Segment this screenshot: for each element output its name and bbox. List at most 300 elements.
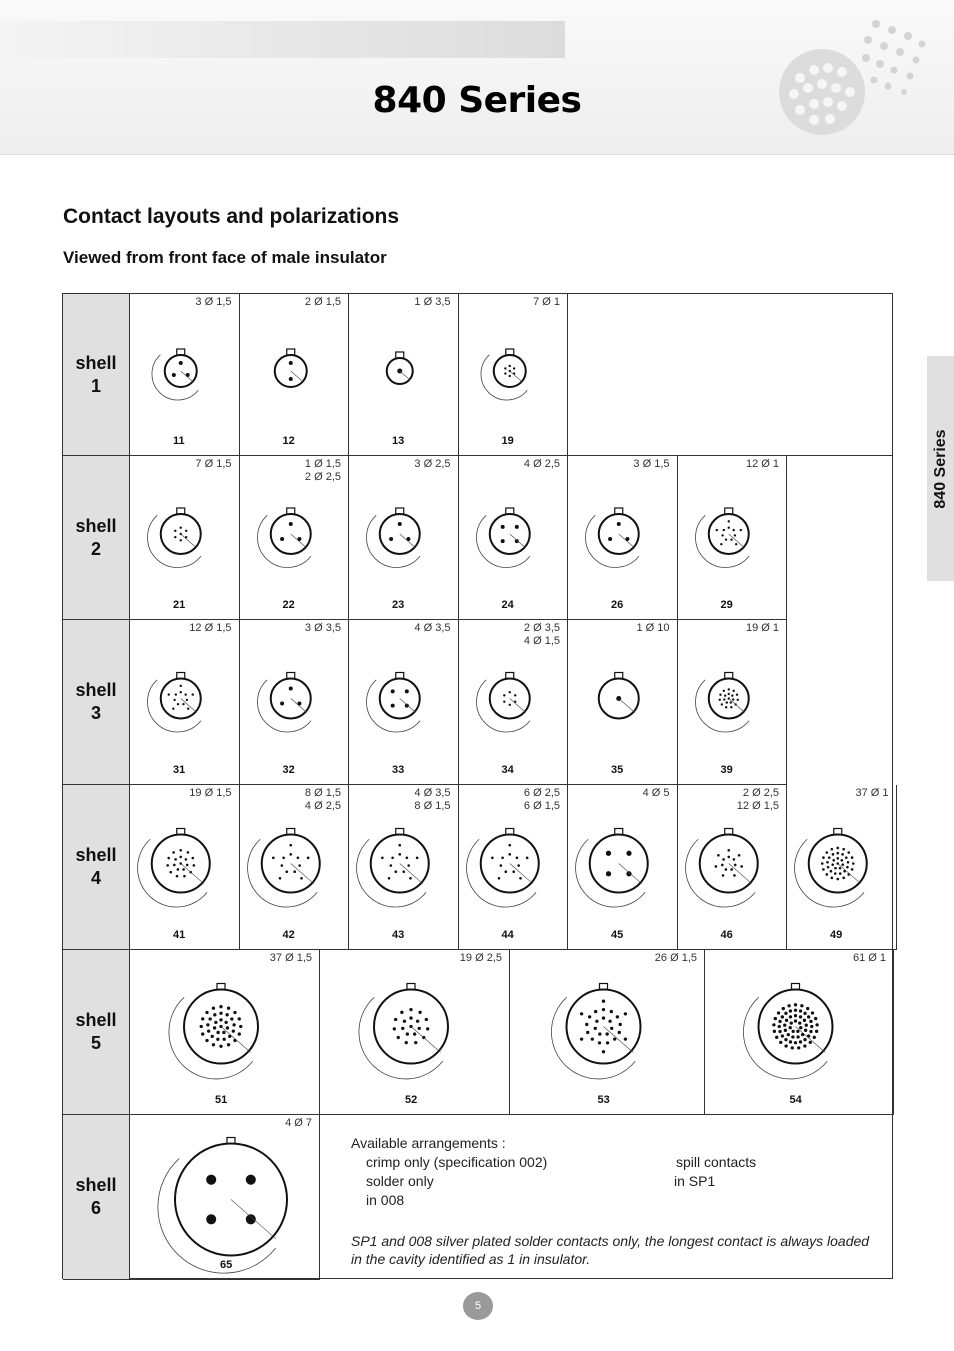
- layout-number: 51: [215, 1094, 228, 1106]
- contact-cavity: [174, 530, 176, 532]
- contact-cavity: [491, 857, 494, 860]
- contact-cavity: [800, 1004, 803, 1007]
- contact-cavity: [508, 844, 511, 847]
- contact-cavity: [394, 1018, 397, 1021]
- contact-cavity: [784, 1038, 787, 1041]
- contact-spec: 7 Ø 1,5: [195, 458, 232, 470]
- contact-cavity: [721, 534, 723, 536]
- contact-cavity: [734, 543, 736, 545]
- contact-spec: 3 Ø 3,5: [304, 622, 341, 634]
- contact-cavity: [805, 1024, 808, 1027]
- contact-cavity: [789, 1040, 792, 1043]
- page-number: 5: [463, 1292, 493, 1320]
- contact-cavity: [811, 1011, 814, 1014]
- contact-cavity: [288, 687, 292, 691]
- layout-number: 54: [789, 1094, 802, 1106]
- connector-diagram: [240, 620, 350, 785]
- contact-cavity: [775, 1036, 778, 1039]
- contact-spec: 37 Ø 1,5: [269, 952, 312, 964]
- layout-number: 22: [282, 599, 295, 611]
- contact-cavity: [606, 1041, 609, 1044]
- layout-number: 44: [501, 929, 514, 941]
- layout-cell-35: [568, 620, 678, 785]
- contact-cavity: [610, 1027, 613, 1030]
- contact-cavity: [851, 868, 854, 871]
- contact-cavity: [293, 870, 296, 873]
- angle-line: [400, 534, 416, 548]
- contact-cavity: [214, 1021, 217, 1024]
- contact-cavity: [782, 1007, 785, 1010]
- contact-spec: 2 Ø 3,5 4 Ø 1,5: [523, 622, 560, 647]
- layout-cell-34: [459, 620, 569, 785]
- contact-cavity: [298, 864, 301, 867]
- contact-cavity: [602, 1016, 605, 1019]
- contact-cavity: [398, 844, 401, 847]
- contact-cavity: [724, 706, 726, 708]
- layout-cell-53: [510, 950, 705, 1115]
- contact-cavity: [207, 1030, 210, 1033]
- contact-cavity: [841, 863, 844, 866]
- contact-cavity: [616, 1015, 619, 1018]
- contact-cavity: [831, 863, 834, 866]
- angle-arc: [359, 997, 443, 1079]
- contact-cavity: [391, 856, 394, 859]
- contact-cavity: [169, 871, 172, 874]
- contact-cavity: [624, 1037, 627, 1040]
- layout-cell-49: [787, 785, 897, 950]
- side-tab: [927, 356, 954, 581]
- layout-number: 11: [173, 435, 185, 447]
- contact-cavity: [500, 525, 504, 529]
- contact-spec: 3 Ø 1,5: [633, 458, 670, 470]
- contact-cavity: [727, 520, 729, 522]
- insp1-text: in SP1: [674, 1173, 716, 1189]
- contact-spec: 12 Ø 1: [745, 458, 779, 470]
- layout-number: 53: [597, 1094, 610, 1106]
- contact-cavity: [790, 1021, 793, 1024]
- contact-cavity: [280, 864, 283, 867]
- contact-cavity: [503, 700, 505, 702]
- contact-cavity: [176, 875, 179, 878]
- contact-cavity: [272, 857, 275, 860]
- layout-cell-33: [349, 620, 459, 785]
- contact-cavity: [595, 1020, 598, 1023]
- layout-number: 21: [173, 599, 186, 611]
- contact-cavity: [212, 1043, 215, 1046]
- angle-arc: [138, 839, 208, 907]
- contact-cavity: [212, 1007, 215, 1010]
- contact-cavity: [840, 859, 843, 862]
- contact-cavity: [397, 1036, 400, 1039]
- contact-cavity: [278, 877, 281, 880]
- layout-cell-65: [130, 1115, 320, 1280]
- contact-cavity: [836, 878, 839, 881]
- layout-number: 13: [392, 435, 405, 447]
- contact-cavity: [719, 694, 721, 696]
- contact-cavity: [503, 694, 505, 696]
- layout-cell-19: [459, 294, 569, 456]
- contact-cavity: [185, 530, 187, 532]
- contact-cavity: [732, 690, 734, 692]
- contact-cavity: [514, 525, 518, 529]
- layout-cell-46: [678, 785, 788, 950]
- contact-cavity: [201, 1032, 204, 1035]
- contact-layout-table: [62, 293, 893, 1279]
- contact-cavity: [784, 1029, 787, 1032]
- connector-diagram: [349, 294, 459, 456]
- contact-cavity: [720, 543, 722, 545]
- angle-line: [290, 699, 306, 713]
- contact-cavity: [783, 1024, 786, 1027]
- contact-cavity: [845, 856, 848, 859]
- contact-cavity: [789, 1015, 792, 1018]
- contact-cavity: [730, 706, 732, 708]
- angle-line: [509, 371, 522, 382]
- contact-cavity: [809, 1030, 812, 1033]
- contact-cavity: [180, 691, 182, 693]
- contact-cavity: [172, 373, 176, 377]
- angle-line: [400, 371, 410, 380]
- contact-cavity: [227, 1007, 230, 1010]
- contact-cavity: [166, 864, 169, 867]
- layout-number: 32: [282, 764, 295, 776]
- contact-cavity: [836, 847, 839, 850]
- contact-cavity: [406, 1032, 409, 1035]
- angle-arc: [357, 839, 427, 907]
- contact-cavity: [289, 844, 292, 847]
- angle-arc: [685, 839, 755, 907]
- layout-cell-39: [678, 620, 788, 785]
- layout-number: 52: [405, 1094, 418, 1106]
- contact-cavity: [725, 701, 727, 703]
- angle-line: [400, 699, 416, 713]
- contact-cavity: [778, 1020, 781, 1023]
- angle-line: [619, 699, 635, 713]
- contact-spec: 1 Ø 10: [636, 622, 670, 634]
- contact-cavity: [718, 699, 720, 701]
- contact-cavity: [288, 522, 292, 526]
- contact-cavity: [179, 856, 182, 859]
- contact-cavity: [167, 857, 170, 860]
- contact-cavity: [804, 1029, 807, 1032]
- contact-cavity: [182, 868, 185, 871]
- angle-arc: [586, 515, 639, 567]
- layout-cell-26: [568, 456, 678, 620]
- layout-cell-44: [459, 785, 569, 950]
- layout-number: 26: [611, 599, 624, 611]
- contact-cavity: [617, 522, 621, 526]
- contact-spec: 19 Ø 1: [745, 622, 779, 634]
- contact-cavity: [722, 690, 724, 692]
- connector-logo-icon: [770, 14, 940, 139]
- contact-cavity: [168, 693, 170, 695]
- contact-cavity: [834, 867, 837, 870]
- contact-cavity: [842, 877, 845, 880]
- contact-cavity: [794, 1019, 797, 1022]
- shell-label-text: shell 6: [75, 1175, 117, 1218]
- contact-cavity: [180, 539, 182, 541]
- contact-cavity: [809, 1020, 812, 1023]
- connector-diagram: [568, 620, 678, 785]
- contact-cavity: [233, 1011, 236, 1014]
- empty-cell: [568, 294, 892, 456]
- contact-cavity: [219, 1045, 222, 1048]
- contact-cavity: [791, 1035, 794, 1038]
- contact-cavity: [847, 861, 850, 864]
- layout-number: 65: [220, 1259, 233, 1271]
- contact-cavity: [794, 1003, 797, 1006]
- contact-cavity: [418, 1027, 421, 1030]
- contact-cavity: [839, 872, 842, 875]
- contact-cavity: [508, 704, 510, 706]
- contact-cavity: [296, 856, 299, 859]
- contact-cavity: [839, 867, 842, 870]
- angle-line: [604, 1027, 634, 1053]
- contact-cavity: [810, 1025, 813, 1028]
- angle-line: [411, 1027, 441, 1053]
- contact-cavity: [803, 1019, 806, 1022]
- contact-cavity: [525, 857, 528, 860]
- contact-cavity: [841, 853, 844, 856]
- contact-cavity: [508, 365, 510, 367]
- contact-cavity: [724, 868, 727, 871]
- contact-cavity: [208, 1017, 211, 1020]
- contact-spec: 3 Ø 2,5: [414, 458, 451, 470]
- contact-cavity: [288, 361, 292, 365]
- contact-cavity: [825, 851, 828, 854]
- contact-cavity: [821, 862, 824, 865]
- section-subheading: Viewed from front face of male insulator: [63, 248, 387, 267]
- layout-cell-51: [130, 950, 320, 1115]
- crimp-text: crimp only (specification 002): [366, 1154, 548, 1170]
- contact-cavity: [722, 529, 724, 531]
- contact-spec: 2 Ø 1,5: [304, 296, 341, 308]
- layout-number: 49: [830, 929, 843, 941]
- contact-cavity: [402, 870, 405, 873]
- contact-cavity: [405, 689, 409, 693]
- contact-cavity: [398, 522, 402, 526]
- shell-label-1: [63, 294, 130, 456]
- contact-cavity: [832, 853, 835, 856]
- contact-spec: 8 Ø 1,5 4 Ø 2,5: [304, 787, 341, 812]
- angle-line: [290, 534, 306, 548]
- angle-line: [290, 371, 303, 382]
- angle-arc: [480, 355, 526, 400]
- contact-cavity: [721, 874, 724, 877]
- contact-cavity: [724, 538, 726, 540]
- contact-cavity: [794, 1041, 797, 1044]
- layout-number: 41: [173, 929, 186, 941]
- contact-cavity: [193, 864, 196, 867]
- contact-cavity: [588, 1015, 591, 1018]
- contact-cavity: [803, 1038, 806, 1041]
- shell-label-3: [63, 620, 130, 785]
- contact-cavity: [787, 1033, 790, 1036]
- contact-cavity: [598, 1032, 601, 1035]
- contact-cavity: [191, 857, 194, 860]
- contact-cavity: [500, 539, 504, 543]
- contact-cavity: [246, 1175, 256, 1185]
- layout-cell-32: [240, 620, 350, 785]
- contact-cavity: [613, 1037, 616, 1040]
- connector-diagram: [459, 294, 569, 456]
- contact-cavity: [851, 856, 854, 859]
- contact-cavity: [425, 1018, 428, 1021]
- contact-cavity: [799, 1040, 802, 1043]
- contact-cavity: [715, 529, 717, 531]
- layout-number: 43: [392, 929, 405, 941]
- contact-cavity: [602, 1008, 605, 1011]
- contact-cavity: [179, 361, 183, 365]
- contact-cavity: [200, 1025, 203, 1028]
- contact-cavity: [580, 1037, 583, 1040]
- contact-spec: 2 Ø 2,5 12 Ø 1,5: [736, 787, 779, 812]
- contact-cavity: [781, 1034, 784, 1037]
- contact-cavity: [791, 1046, 794, 1049]
- contact-spec: 4 Ø 3,5: [414, 622, 451, 634]
- connector-diagram: [130, 950, 320, 1115]
- contact-cavity: [799, 1009, 802, 1012]
- contact-cavity: [846, 866, 849, 869]
- contact-cavity: [206, 1175, 216, 1185]
- connector-diagram: [130, 1115, 320, 1280]
- contact-cavity: [714, 865, 717, 868]
- contact-cavity: [306, 857, 309, 860]
- contact-cavity: [187, 708, 189, 710]
- contact-cavity: [409, 1008, 412, 1011]
- contact-cavity: [409, 877, 412, 880]
- contact-spec: 6 Ø 2,5 6 Ø 1,5: [523, 787, 560, 812]
- angle-line: [509, 699, 525, 713]
- contact-spec: 4 Ø 2,5: [523, 458, 560, 470]
- shell-label-6: [63, 1115, 130, 1280]
- contact-cavity: [416, 857, 419, 860]
- contact-cavity: [515, 856, 518, 859]
- contact-cavity: [618, 1031, 621, 1034]
- contact-cavity: [772, 1023, 775, 1026]
- contact-cavity: [185, 858, 188, 861]
- contact-cavity: [789, 1009, 792, 1012]
- contact-cavity: [285, 870, 288, 873]
- connector-diagram: [349, 620, 459, 785]
- layout-number: 45: [611, 929, 624, 941]
- contact-cavity: [830, 870, 833, 873]
- connector-diagram: [130, 785, 240, 950]
- angle-line: [181, 699, 197, 713]
- contact-cavity: [836, 857, 839, 860]
- contact-cavity: [791, 1030, 794, 1033]
- contact-cavity: [785, 1019, 788, 1022]
- contact-cavity: [400, 1011, 403, 1014]
- contact-cavity: [394, 870, 397, 873]
- contact-cavity: [721, 864, 724, 867]
- contact-cavity: [832, 859, 835, 862]
- angle-arc: [466, 839, 536, 907]
- connector-diagram: [568, 785, 678, 950]
- contact-cavity: [594, 1027, 597, 1030]
- contact-cavity: [784, 1044, 787, 1047]
- arrangements-info: [351, 1134, 757, 1210]
- contact-cavity: [216, 1031, 219, 1034]
- contact-spec: 19 Ø 2,5: [459, 952, 502, 964]
- contact-cavity: [186, 373, 190, 377]
- connector-diagram: [787, 785, 897, 950]
- angle-arc: [695, 680, 748, 732]
- contact-cavity: [828, 856, 831, 859]
- contact-cavity: [723, 694, 725, 696]
- contact-cavity: [224, 1021, 227, 1024]
- contact-cavity: [727, 688, 729, 690]
- contact-cavity: [723, 698, 725, 700]
- layout-number: 31: [173, 764, 186, 776]
- contact-cavity: [774, 1017, 777, 1020]
- contact-cavity: [602, 1050, 605, 1053]
- layout-cell-22: [240, 456, 350, 620]
- layout-cell-52: [320, 950, 510, 1115]
- connector-diagram: [678, 456, 788, 620]
- angle-line: [619, 864, 642, 884]
- layout-cell-43: [349, 785, 459, 950]
- contact-cavity: [836, 852, 839, 855]
- connector-diagram: [130, 620, 240, 785]
- contact-spec: 12 Ø 1,5: [189, 622, 232, 634]
- contact-cavity: [177, 868, 180, 871]
- contact-cavity: [740, 865, 743, 868]
- contact-cavity: [514, 694, 516, 696]
- contact-cavity: [246, 1214, 256, 1224]
- shell-label-5: [63, 950, 130, 1115]
- connector-diagram: [130, 294, 240, 456]
- contact-cavity: [619, 1023, 622, 1026]
- angle-arc: [148, 515, 201, 567]
- layout-cell-21: [130, 456, 240, 620]
- contact-cavity: [779, 1041, 782, 1044]
- contact-cavity: [504, 870, 507, 873]
- contact-cavity: [624, 1012, 627, 1015]
- contact-spec: 37 Ø 1: [855, 787, 889, 799]
- contact-cavity: [184, 693, 186, 695]
- contact-cavity: [227, 1043, 230, 1046]
- contact-cavity: [517, 864, 520, 867]
- contact-cavity: [205, 1039, 208, 1042]
- contact-cavity: [731, 694, 733, 696]
- contact-cavity: [796, 1030, 799, 1033]
- contact-cavity: [591, 1037, 594, 1040]
- contact-cavity: [180, 526, 182, 528]
- connector-diagram: [349, 456, 459, 620]
- connector-diagram: [130, 456, 240, 620]
- contact-cavity: [174, 858, 177, 861]
- layout-cell-12: [240, 294, 350, 456]
- contact-cavity: [239, 1025, 242, 1028]
- contact-cavity: [813, 1036, 816, 1039]
- angle-arc: [257, 680, 310, 732]
- layout-number: 23: [392, 599, 405, 611]
- shell-label-2: [63, 456, 130, 620]
- contact-cavity: [391, 704, 395, 708]
- angle-arc: [247, 839, 317, 907]
- connector-diagram: [678, 620, 788, 785]
- header-bar: [0, 21, 565, 58]
- contact-cavity: [727, 849, 730, 852]
- contact-cavity: [598, 1041, 601, 1044]
- solder-text: solder only: [366, 1173, 434, 1189]
- contact-cavity: [733, 864, 736, 867]
- contact-spec: 1 Ø 1,5 2 Ø 2,5: [304, 458, 341, 483]
- contact-cavity: [815, 1023, 818, 1026]
- angle-arc: [158, 1158, 276, 1273]
- side-tab-label: 840 Series: [931, 428, 949, 509]
